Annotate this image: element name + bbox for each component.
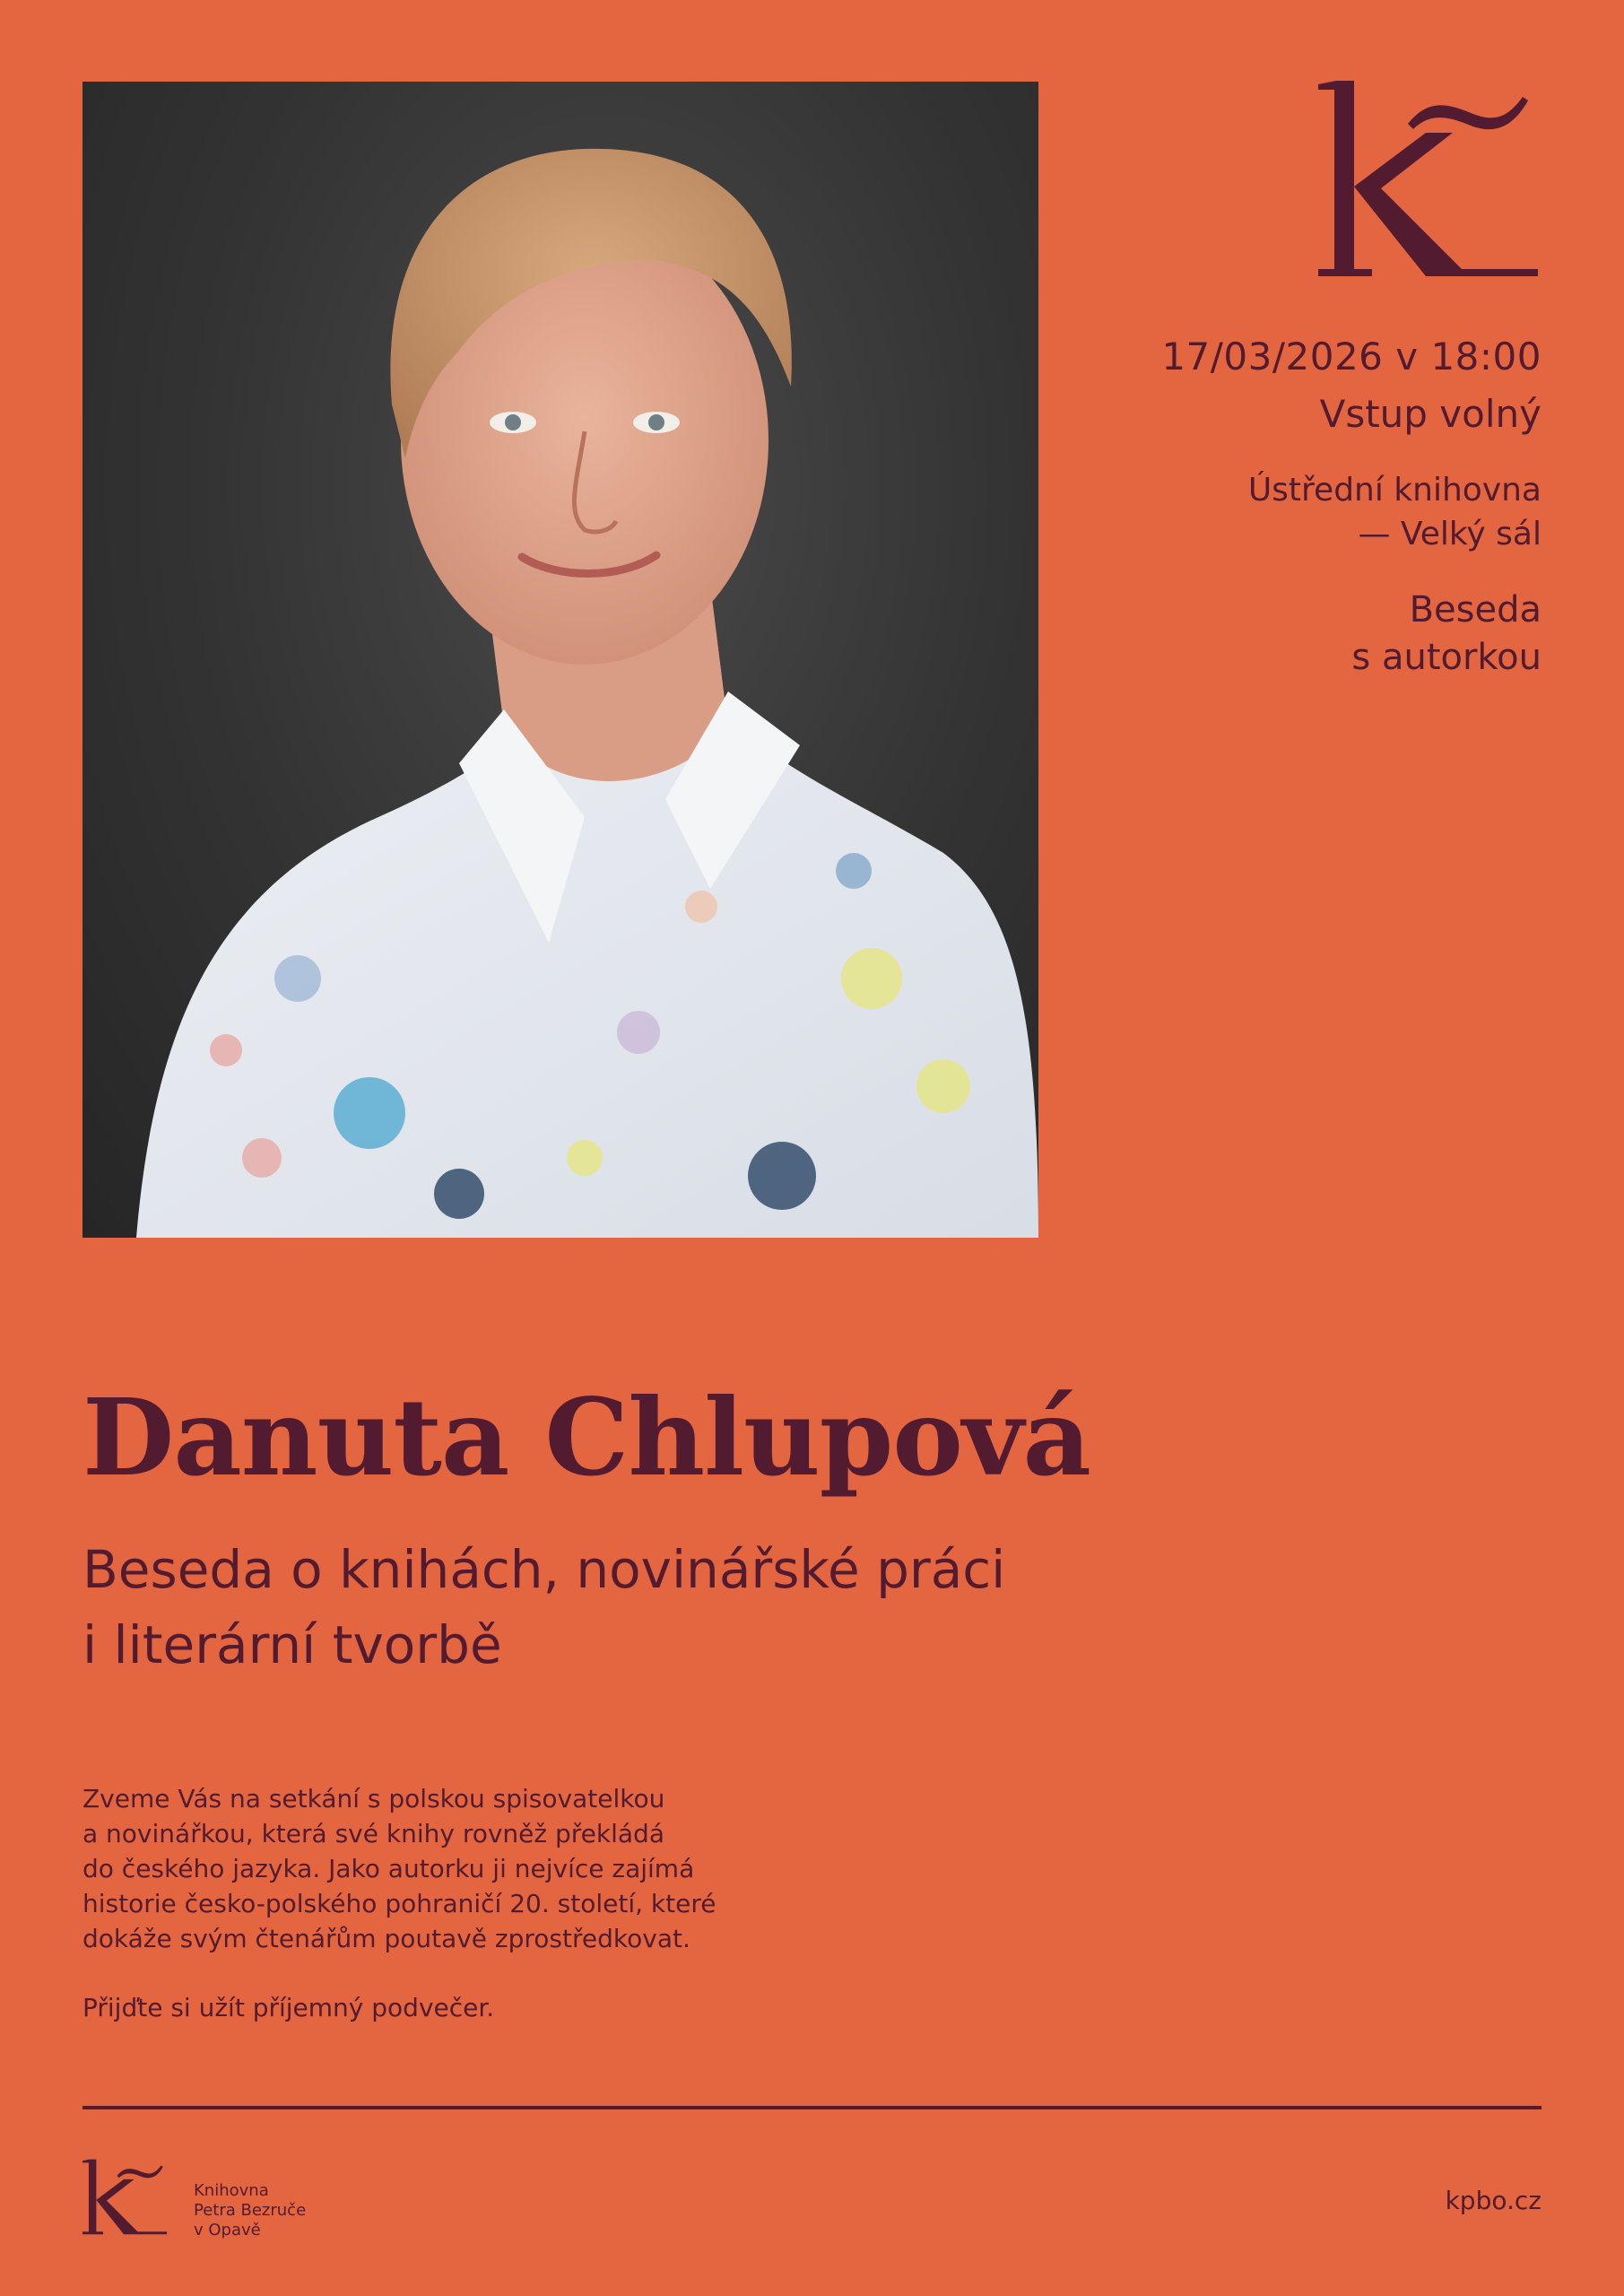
event-type-line: s autorkou (1351, 637, 1541, 678)
library-name-line: Petra Bezruče (194, 2201, 307, 2220)
description-paragraph (83, 1781, 890, 1956)
event-type (1003, 587, 1541, 682)
author-photo (83, 82, 1038, 1238)
library-name (194, 2181, 306, 2240)
event-info (1003, 332, 1541, 682)
library-logo (1318, 79, 1542, 281)
author-name: Danuta Chlupová (83, 1375, 1090, 1500)
venue-line: Ústřední knihovna (1247, 472, 1541, 509)
subtitle-line: i literární tvorbě (83, 1614, 502, 1675)
event-entry: Vstup volný (1319, 392, 1541, 436)
description-line: historie česko-polského pohraničí 20. století, které (83, 1889, 716, 1918)
event-type-line: Beseda (1409, 589, 1541, 631)
portrait-photo-icon (83, 82, 1038, 1238)
library-name-line: v Opavě (194, 2221, 261, 2239)
subtitle-line: Beseda o knihách, novinářské práci (83, 1539, 1006, 1600)
description-line: Zveme Vás na setkání s polskou spisovatelkou (83, 1784, 665, 1813)
event-date-time: 17/03/2026 v 18:00 (1161, 335, 1541, 378)
event-subtitle (83, 1532, 1338, 1683)
venue-line: — Velký sál (1358, 516, 1541, 552)
event-description (83, 1781, 890, 2025)
event-venue (1003, 468, 1541, 556)
description-line: do českého jazyka. Jako autorku ji nejvíce zajímá (83, 1854, 695, 1883)
description-closing: Přijďte si užít příjemný podvečer. (83, 1993, 495, 2022)
library-logo-small (83, 2158, 169, 2237)
library-name-line: Knihovna (194, 2181, 269, 2200)
website-link[interactable]: kpbo.cz (1445, 2186, 1541, 2215)
description-line: a novinářkou, která své knihy rovněž překládá (83, 1819, 664, 1848)
description-line: dokáže svým čtenářům poutavě zprostředkovat. (83, 1924, 690, 1953)
footer-divider (83, 2106, 1541, 2109)
